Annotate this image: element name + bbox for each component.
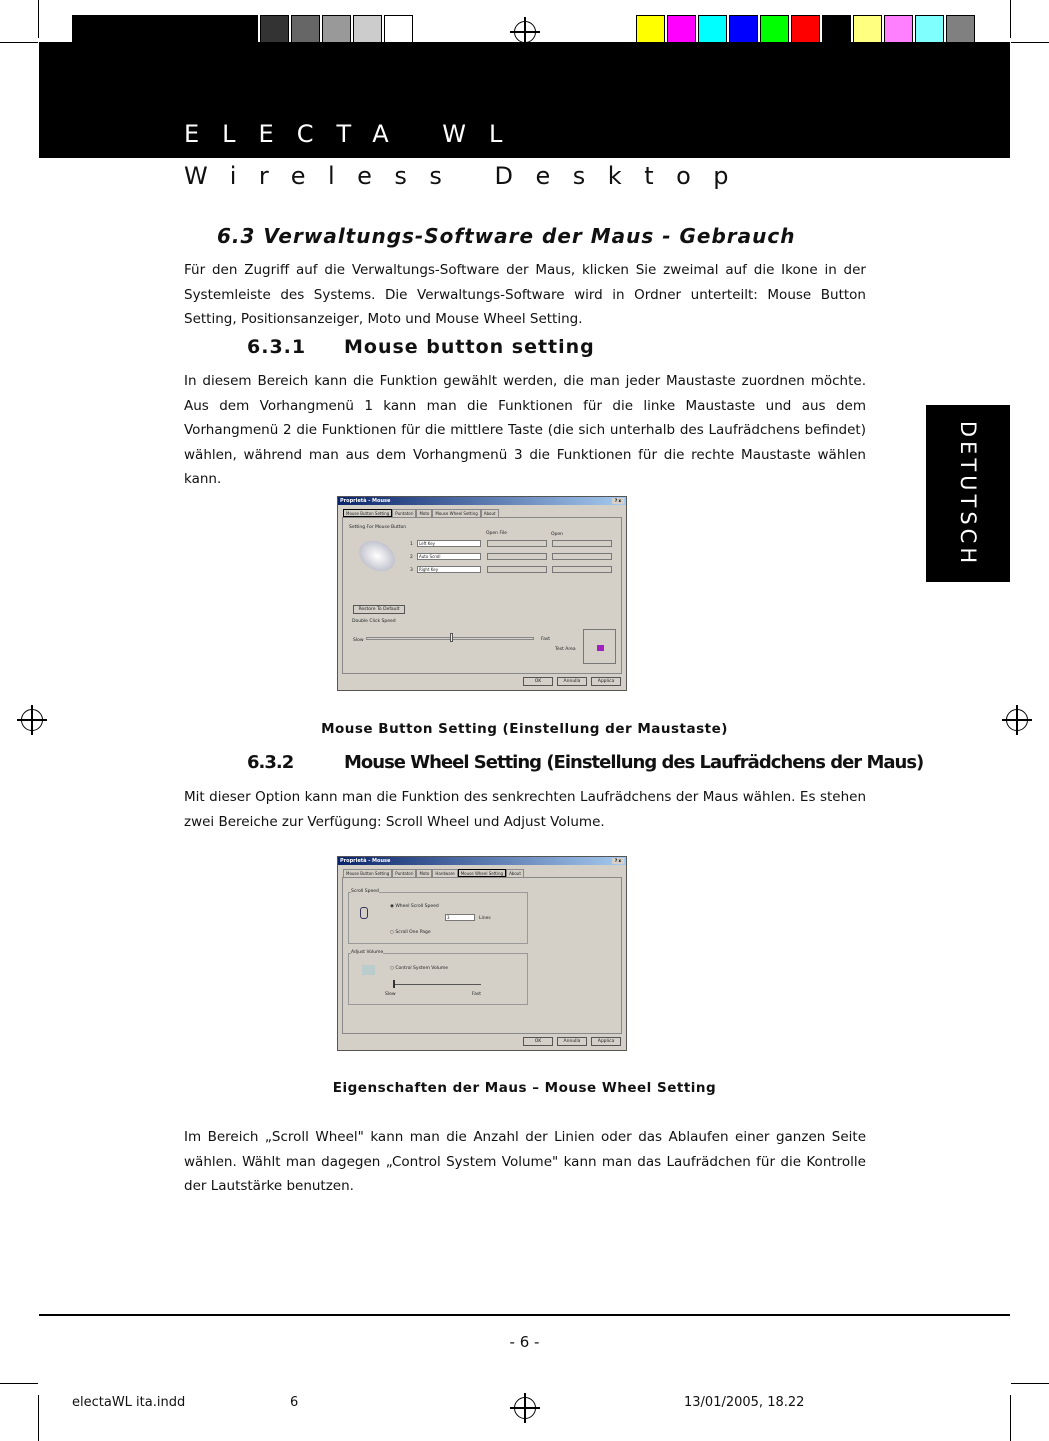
crop-mark [1011,1383,1049,1384]
lines-select[interactable]: 3 [445,914,475,921]
brand-title: ELECTA WL [184,120,526,148]
subsection-title: Mouse Wheel Setting (Einstellung des Laufrädchens der Maus) [344,752,924,773]
registration-mark-icon [1006,709,1028,731]
fast-label: Fast [541,637,551,642]
open-select[interactable] [552,540,612,547]
figure-caption: Mouse Button Setting (Einstellung der Maustaste) [321,721,728,737]
apply-button[interactable]: Applica [591,1037,621,1046]
crop-mark [0,1383,38,1384]
row-number: 2 [410,555,413,560]
open-file-select[interactable] [487,553,547,560]
crop-mark [0,42,38,43]
one-page-radio[interactable]: ○ Scroll One Page [390,930,431,935]
group-label: Scroll Speed [351,889,379,894]
tab-moto[interactable]: Moto [416,509,432,517]
tab-hardware[interactable]: Hardware [432,869,457,877]
intro-paragraph: Für den Zugriff auf die Verwaltungs-Software der Maus, klicken Sie zweimal auf die Ikone in der Systemleiste des Systems. Die Verwaltungs-Software wird in Ordner unterteilt: Mouse Button Setting, Positionsanzeiger, Moto und Mouse Wheel Setting. [184,262,866,327]
slow-label: Slow [353,638,364,643]
registration-mark-icon [514,21,536,43]
open-select[interactable] [552,553,612,560]
brand-subtitle: Wireless Desktop [184,162,752,190]
page-number: - 6 - [509,1333,540,1351]
control-volume-radio[interactable]: ○ Control System Volume [390,966,449,971]
mouse-properties-dialog [337,496,627,691]
row-number: 3 [410,568,413,573]
slow-label: Slow [385,992,396,997]
crop-mark [1010,0,1011,38]
restore-default-button[interactable]: Restore To Default [353,605,405,614]
print-date: 13/01/2005, 18.22 [684,1395,805,1410]
group-label: Double Click Speed [352,619,396,624]
tab-mouse-button-setting[interactable]: Mouse Button Setting [343,869,392,877]
title-bar [338,497,626,505]
file-name: electaWL ita.indd [72,1395,186,1410]
group-label: Setting For Mouse Button [349,525,407,530]
tab-about[interactable]: About [506,869,524,877]
crop-mark [38,1395,39,1441]
paragraph: Mit dieser Option kann man die Funktion des senkrechten Laufrädchens der Maus wählen. Es stehen zwei Bereiche zur Verfügung: Scroll Wheel und Adjust Volume. [184,789,866,830]
color-swatch [760,15,789,43]
color-swatch [698,15,727,43]
tab-mouse-wheel-setting[interactable]: Mouse Wheel Setting [458,869,506,877]
crop-mark [38,0,39,38]
color-swatch [853,15,882,43]
mouse-wheel-dialog [337,856,627,1051]
dialog-title: Proprietà - Mouse [340,498,391,504]
fast-label: Fast [472,992,482,997]
radio-label: Scroll One Page [395,930,431,935]
open-file-select[interactable] [487,540,547,547]
title-bar [338,857,626,865]
registration-mark-icon [514,1397,536,1419]
lines-label: Lines [479,916,491,921]
section-title: 6.3 Verwaltungs-Software der Maus - Gebrauch [217,224,796,248]
color-swatch [884,15,913,43]
tab-puntatori[interactable]: Puntatori [392,869,416,877]
test-icon [597,645,604,651]
subsection-number: 6.3.1 [247,336,307,358]
color-swatch [729,15,758,43]
tab-mouse-wheel-setting[interactable]: Mouse Wheel Setting [432,509,480,517]
crop-mark [1010,1395,1011,1441]
radio-label: Control System Volume [395,966,449,971]
scroll-speed-group [348,892,528,944]
slider-thumb[interactable] [393,980,395,988]
open-file-select[interactable] [487,566,547,573]
tab-mouse-button-setting[interactable]: Mouse Button Setting [343,509,392,517]
row-number: 1 [410,542,413,547]
open-select[interactable] [552,566,612,573]
help-close-buttons[interactable]: ? x [612,498,624,504]
color-bar-black [72,15,258,43]
paragraph: In diesem Bereich kann die Funktion gewählt werden, die man jeder Maustaste zuordnen möchte. Aus dem Vorhangmenü 1 kann man die Funktionen für die linke Maustaste und aus dem Vorhangmenü 2 die Funktionen für die mittlere Taste (die sich unterhalb des Laufrädchens befindet) wählen, während man aus dem Vorhangmenü 3 die Funktionen für die rechte Maustaste wählen kann. [184,373,866,487]
color-swatch [946,15,975,43]
subsection-title: Mouse button setting [344,336,595,358]
apply-button[interactable]: Applica [591,677,621,686]
wheel-speed-radio[interactable]: ◉ Wheel Scroll Speed [390,904,439,909]
radio-label: Wheel Scroll Speed [395,904,439,909]
tab-moto[interactable]: Moto [416,869,432,877]
test-area[interactable] [583,629,616,664]
ok-button[interactable]: OK [523,677,553,686]
registration-mark-icon [21,709,43,731]
dialog-title: Proprietà - Mouse [340,858,391,864]
button3-select[interactable]: Right Key [417,566,481,573]
cancel-button[interactable]: Annulla [557,1037,587,1046]
ok-button[interactable]: OK [523,1037,553,1046]
color-swatch [791,15,820,43]
language-label: DETUTSCH [956,420,980,567]
color-swatch [636,15,665,43]
speaker-icon [362,965,375,975]
color-swatch [822,15,851,43]
subsection-number: 6.3.2 [247,752,294,773]
wheel-icon [360,907,368,919]
adjust-volume-group [348,953,528,1005]
gray-swatch [291,15,320,43]
color-swatch [915,15,944,43]
button2-select[interactable]: Auto Scroll [417,553,481,560]
volume-slider[interactable] [393,984,481,985]
group-label: Adjust Volume [351,950,384,955]
figure-caption: Eigenschaften der Maus – Mouse Wheel Setting [332,1080,717,1096]
column-open-file: Open File [486,531,507,536]
crop-mark [1011,42,1049,43]
gray-swatch [353,15,382,43]
button1-select[interactable]: Left Key [417,540,481,547]
paragraph: Im Bereich „Scroll Wheel" kann man die Anzahl der Linien oder das Ablaufen einer ganzen Seite wählen. Wählt man dagegen „Control System Volume" kann man das Laufrädchen für die Kontrolle der Lautstärke benutzen. [184,1129,866,1194]
help-close-buttons[interactable]: ? x [612,858,624,864]
slider-thumb[interactable] [450,633,453,642]
file-page: 6 [290,1395,299,1410]
gray-swatch [322,15,351,43]
footer-rule [39,1314,1010,1316]
gray-swatch [260,15,289,43]
tab-puntatori[interactable]: Puntatori [392,509,416,517]
gray-swatch [384,15,413,43]
language-tab [926,405,1010,582]
cancel-button[interactable]: Annulla [557,677,587,686]
color-swatch [667,15,696,43]
test-area-label: Test Area [555,647,576,652]
tab-about[interactable]: About [481,509,499,517]
column-open: Open [551,532,564,537]
